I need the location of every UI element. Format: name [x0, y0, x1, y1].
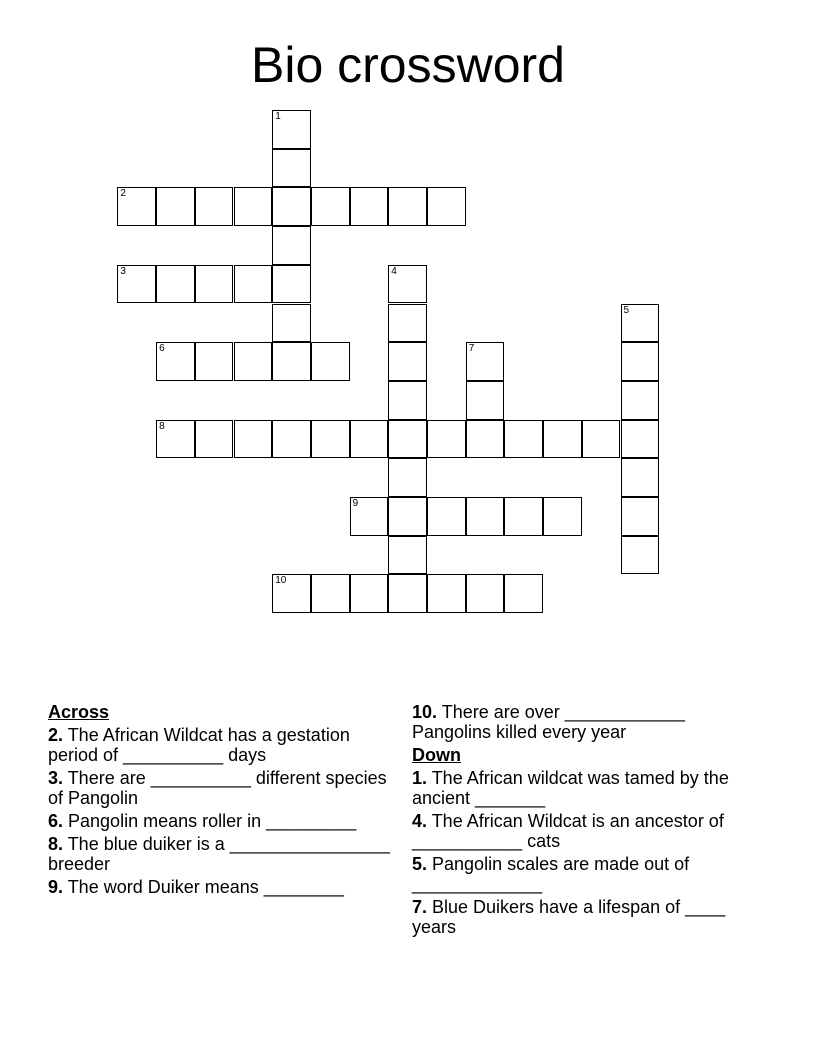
crossword-cell[interactable] [388, 497, 427, 536]
crossword-cell[interactable] [234, 265, 273, 304]
crossword-cell[interactable] [195, 265, 234, 304]
clue-number: 5. [412, 854, 428, 874]
crossword-cell[interactable] [195, 187, 234, 226]
crossword-cell[interactable] [621, 381, 660, 420]
crossword-cell[interactable] [466, 420, 505, 459]
crossword-cell[interactable] [156, 420, 195, 459]
clue-across-8 [48, 834, 398, 874]
crossword-cell[interactable] [388, 574, 427, 613]
cell-number: 3 [120, 265, 126, 277]
crossword-cell[interactable] [311, 420, 350, 459]
crossword-cell[interactable] [543, 497, 582, 536]
crossword-cell[interactable] [466, 574, 505, 613]
clue-across-10 [412, 702, 762, 742]
crossword-cell[interactable] [388, 187, 427, 226]
crossword-cell[interactable] [272, 265, 311, 304]
clue-number: 10. [412, 702, 438, 722]
clue-text: The African Wildcat has a gestation period of __________ days [48, 725, 350, 765]
clue-number: 2. [48, 725, 64, 745]
cell-number: 8 [159, 420, 165, 432]
clue-across-9 [48, 877, 398, 897]
crossword-cell[interactable] [234, 187, 273, 226]
cell-number: 7 [468, 343, 475, 355]
crossword-cell[interactable] [234, 420, 273, 459]
crossword-cell[interactable] [350, 420, 389, 459]
crossword-cell[interactable] [272, 574, 311, 613]
cell-number: 5 [623, 304, 630, 316]
crossword-cell[interactable] [156, 342, 195, 381]
crossword-cell[interactable] [388, 342, 427, 381]
cell-number: 9 [352, 498, 359, 509]
across-heading: Across [48, 702, 110, 722]
clue-number: 3. [48, 768, 64, 788]
crossword-cell[interactable] [311, 574, 350, 613]
clue-across-3 [48, 768, 398, 808]
crossword-cell[interactable] [466, 497, 505, 536]
crossword-cell[interactable] [156, 187, 195, 226]
crossword-cell[interactable] [621, 536, 660, 575]
crossword-cell[interactable] [117, 265, 156, 304]
crossword-cell[interactable] [504, 420, 543, 459]
clue-number: 8. [48, 834, 64, 854]
clue-down-4 [412, 811, 762, 851]
crossword-cell[interactable] [621, 497, 660, 536]
crossword-cell[interactable] [272, 226, 311, 265]
cell-number: 2 [120, 188, 126, 200]
crossword-cell[interactable] [582, 420, 621, 459]
clue-number: 6. [48, 811, 64, 831]
crossword-cell[interactable] [621, 420, 660, 459]
crossword-cell[interactable] [350, 187, 389, 226]
crossword-cell[interactable] [195, 342, 234, 381]
clue-text: The African Wildcat is an ancestor of ___________ cats [412, 811, 724, 851]
crossword-cell[interactable] [504, 497, 543, 536]
crossword-cell[interactable] [621, 458, 660, 497]
clue-text: There are __________ different species of Pangolin [48, 768, 387, 808]
crossword-cell[interactable] [427, 574, 466, 613]
crossword-cell[interactable] [388, 420, 427, 459]
clue-down-7 [412, 897, 762, 937]
cell-number: 10 [275, 575, 287, 587]
clue-text: The African wildcat was tamed by the ancient _______ [412, 768, 729, 808]
crossword-cell[interactable] [621, 342, 660, 381]
clue-text: The word Duiker means ________ [63, 877, 344, 897]
clue-across-6 [48, 811, 398, 831]
cell-number: 1 [275, 111, 281, 122]
crossword-cell[interactable] [156, 265, 195, 304]
crossword-cell[interactable] [427, 187, 466, 226]
crossword-cell[interactable] [427, 420, 466, 459]
crossword-cell[interactable] [388, 458, 427, 497]
crossword-cell[interactable] [117, 187, 156, 226]
crossword-cell[interactable] [504, 574, 543, 613]
clue-across-2 [48, 725, 398, 765]
cell-number: 4 [391, 265, 397, 277]
clue-text: There are over ____________ Pangolins killed every year [412, 702, 685, 742]
crossword-cell[interactable] [388, 536, 427, 575]
crossword-cell[interactable] [350, 497, 389, 536]
clue-text: Pangolin means roller in _________ [63, 811, 357, 831]
clue-text: The blue duiker is a ________________ breeder [48, 834, 390, 874]
crossword-cell[interactable] [234, 342, 273, 381]
crossword-cell[interactable] [272, 187, 311, 226]
crossword-cell[interactable] [272, 420, 311, 459]
down-heading: Down [412, 745, 461, 765]
clue-number: 4. [412, 811, 428, 831]
clue-number: 1. [412, 768, 428, 788]
clue-number: 9. [48, 877, 64, 897]
crossword-cell[interactable] [311, 187, 350, 226]
crossword-cell[interactable] [621, 304, 660, 343]
cell-number: 6 [159, 343, 165, 355]
clue-down-5 [412, 854, 762, 894]
clue-down-1 [412, 768, 762, 808]
crossword-cell[interactable] [311, 342, 350, 381]
right-clues [412, 702, 762, 940]
crossword-cell[interactable] [388, 304, 427, 343]
page-title: Bio crossword [251, 37, 565, 93]
clue-text: Blue Duikers have a lifespan of ____ years [412, 897, 726, 937]
crossword-cell[interactable] [427, 497, 466, 536]
crossword-cell[interactable] [272, 149, 311, 188]
across-clues [48, 702, 398, 900]
crossword-cell[interactable] [350, 574, 389, 613]
crossword-cell[interactable] [272, 304, 311, 343]
crossword-cell[interactable] [388, 265, 427, 304]
clue-number: 7. [412, 897, 428, 917]
crossword-cell[interactable] [272, 110, 311, 149]
crossword-cell[interactable] [388, 381, 427, 420]
crossword-cell[interactable] [466, 342, 505, 381]
crossword-cell[interactable] [195, 420, 234, 459]
crossword-cell[interactable] [543, 420, 582, 459]
clue-text: Pangolin scales are made out of _____________ [412, 854, 690, 894]
crossword-cell[interactable] [272, 342, 311, 381]
crossword-cell[interactable] [466, 381, 505, 420]
